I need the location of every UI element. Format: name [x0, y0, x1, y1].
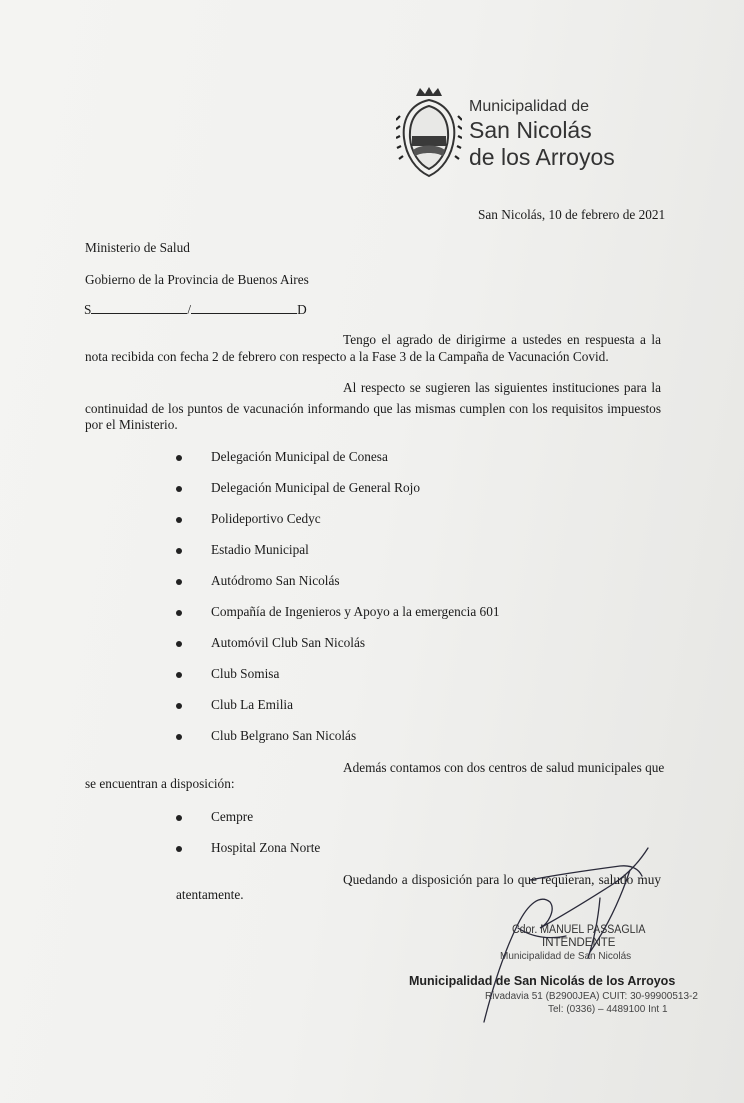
- bullet-icon: [176, 610, 182, 616]
- bullet-icon: [176, 548, 182, 554]
- sd-slash: /: [187, 302, 192, 317]
- bullet-icon: [176, 486, 182, 492]
- bullet-icon: [176, 641, 182, 647]
- list-item: Hospital Zona Norte: [211, 840, 321, 855]
- bullet-icon: [176, 815, 182, 821]
- list-item: Delegación Municipal de Conesa: [211, 449, 388, 464]
- letterhead-line-2: San Nicolás: [469, 117, 592, 143]
- stamp-name: Cdor. MANUEL PASSAGLIA: [512, 924, 646, 936]
- stamp-title: INTENDENTE: [542, 937, 616, 949]
- paragraph-3-line-2: se encuentran a disposición:: [85, 776, 235, 791]
- bullet-icon: [176, 846, 182, 852]
- list-item: Compañía de Ingenieros y Apoyo a la emergencia 601: [211, 604, 500, 619]
- list-item: Estadio Municipal: [211, 542, 309, 557]
- footer-address: Rivadavia 51 (B2900JEA) CUIT: 30-99900513-2: [485, 991, 698, 1002]
- stamp-org: Municipalidad de San Nicolás: [500, 951, 632, 962]
- paragraph-1-line-1: Tengo el agrado de dirigirme a ustedes en respuesta a la: [343, 332, 661, 347]
- recipient-line-1: Ministerio de Salud: [85, 240, 190, 255]
- closing-line-2: atentamente.: [176, 887, 244, 902]
- municipal-coat-of-arms-logo: [396, 86, 462, 182]
- paragraph-1-line-2: nota recibida con fecha 2 de febrero con respecto a la Fase 3 de la Campaña de Vacunación Covid.: [85, 349, 609, 364]
- paragraph-2-line-3: por el Ministerio.: [85, 417, 178, 432]
- list-item: Club La Emilia: [211, 697, 293, 712]
- bullet-icon: [176, 455, 182, 461]
- list-item: Cempre: [211, 809, 254, 824]
- bullet-icon: [176, 579, 182, 585]
- handwritten-signature: [470, 840, 680, 1040]
- bullet-icon: [176, 703, 182, 709]
- paragraph-3-line-1: Además contamos con dos centros de salud municipales que: [343, 760, 665, 775]
- closing-line-1: Quedando a disposición para lo que requieran, saludo muy: [343, 872, 661, 887]
- letter-date: San Nicolás, 10 de febrero de 2021: [478, 207, 666, 222]
- paragraph-2-line-1: Al respecto se sugieren las siguientes instituciones para la: [343, 380, 661, 395]
- recipient-line-2: Gobierno de la Provincia de Buenos Aires: [85, 272, 309, 287]
- bullet-icon: [176, 517, 182, 523]
- list-item: Delegación Municipal de General Rojo: [211, 480, 420, 495]
- paragraph-2-line-2: continuidad de los puntos de vacunación informando que las mismas cumplen con los requisitos impuestos: [85, 401, 661, 416]
- list-item: Polideportivo Cedyc: [211, 511, 321, 526]
- footer-phone: Tel: (0336) – 4489100 Int 1: [548, 1004, 668, 1015]
- sd-line: [84, 302, 307, 318]
- bullet-icon: [176, 672, 182, 678]
- letterhead-line-1: Municipalidad de: [469, 98, 590, 115]
- list-item: Automóvil Club San Nicolás: [211, 635, 366, 650]
- bullet-icon: [176, 734, 182, 740]
- list-item: Club Somisa: [211, 666, 280, 681]
- sd-s: S: [84, 302, 92, 317]
- list-item: Autódromo San Nicolás: [211, 573, 340, 588]
- list-item: Club Belgrano San Nicolás: [211, 728, 357, 743]
- letterhead-line-3: de los Arroyos: [469, 144, 615, 170]
- footer-org: Municipalidad de San Nicolás de los Arroyos: [409, 974, 676, 988]
- sd-d: D: [297, 302, 307, 317]
